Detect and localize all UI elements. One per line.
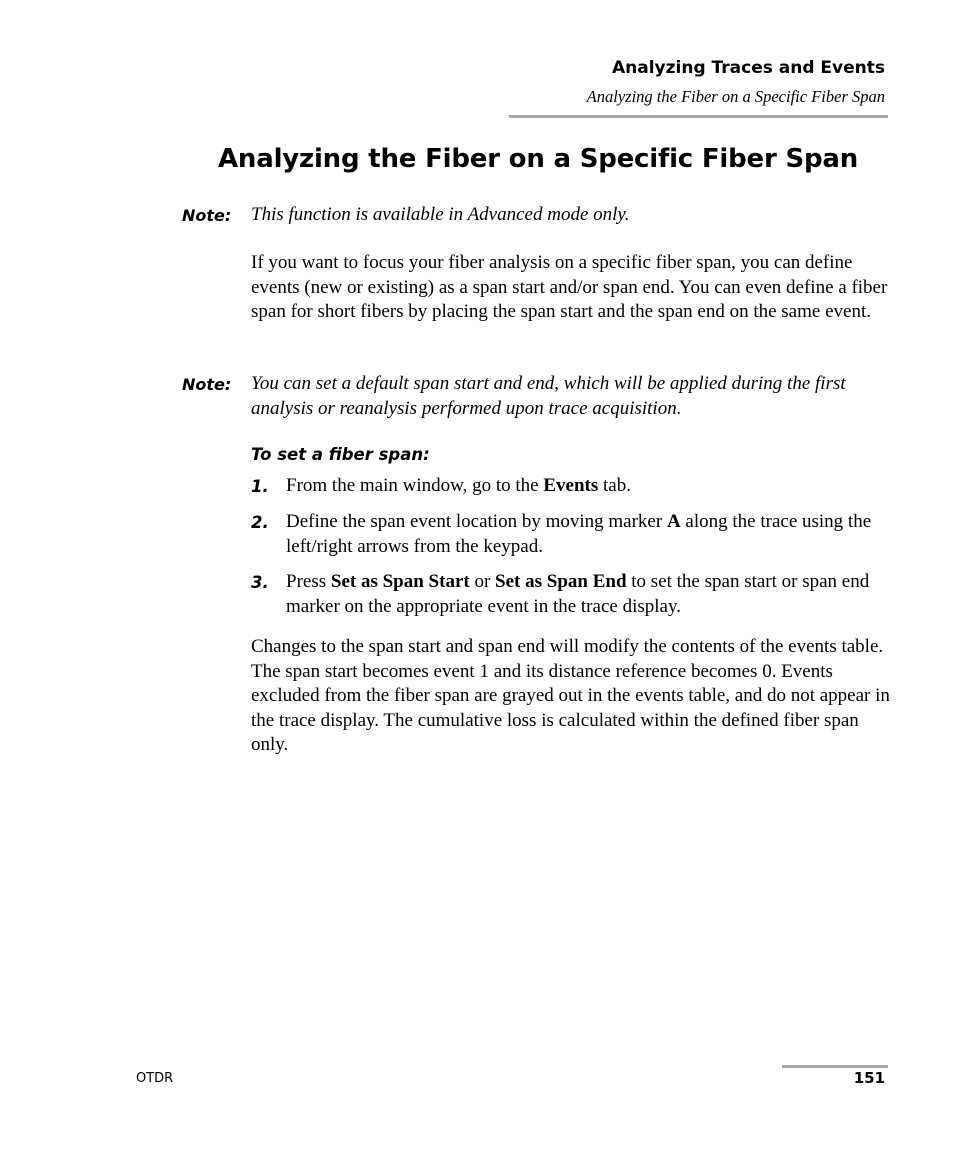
step-number: 3. [251,573,269,592]
step-text: From the main window, go to the Events tab. [286,475,631,496]
step-text: Define the span event location by moving marker A along the trace using the left/right arrows from the keypad. [286,511,872,557]
step-text: Press Set as Span Start or Set as Span End to set the span start or span end marker on the appropriate event in the trace display. [286,571,870,617]
page-number: 151 [853,1069,885,1087]
footer-product: OTDR [136,1071,174,1086]
note-text: This function is available in Advanced mode only. [251,204,630,225]
header-divider [509,115,888,118]
intro-paragraph: If you want to focus your fiber analysis on a specific fiber span, you can define events (new or existing) as a span start and/or span end. You can even define a fiber span for short fibers by placing the span start and the span end on the same event. [251,252,888,322]
conclusion-paragraph: Changes to the span start and span end will modify the contents of the events table. The span start becomes event 1 and its distance reference becomes 0. Events excluded from the fiber span are grayed out in the events table, and do not appear in the trace display. The cumulative loss is calculated within the defined fiber span only. [251,636,890,755]
note-text: You can set a default span start and end, which will be applied during the first analysis or reanalysis performed upon trace acquisition. [251,373,846,419]
page-title: Analyzing the Fiber on a Specific Fiber Span [218,144,859,174]
running-header-chapter: Analyzing Traces and Events [611,58,885,78]
procedure-title: To set a fiber span: [251,445,430,464]
step-number: 1. [251,477,269,496]
step-number: 2. [251,513,269,532]
note-label: Note: [182,206,232,225]
footer-divider [782,1065,888,1068]
running-header-section: Analyzing the Fiber on a Specific Fiber Span [586,87,885,106]
note-label: Note: [182,375,232,394]
